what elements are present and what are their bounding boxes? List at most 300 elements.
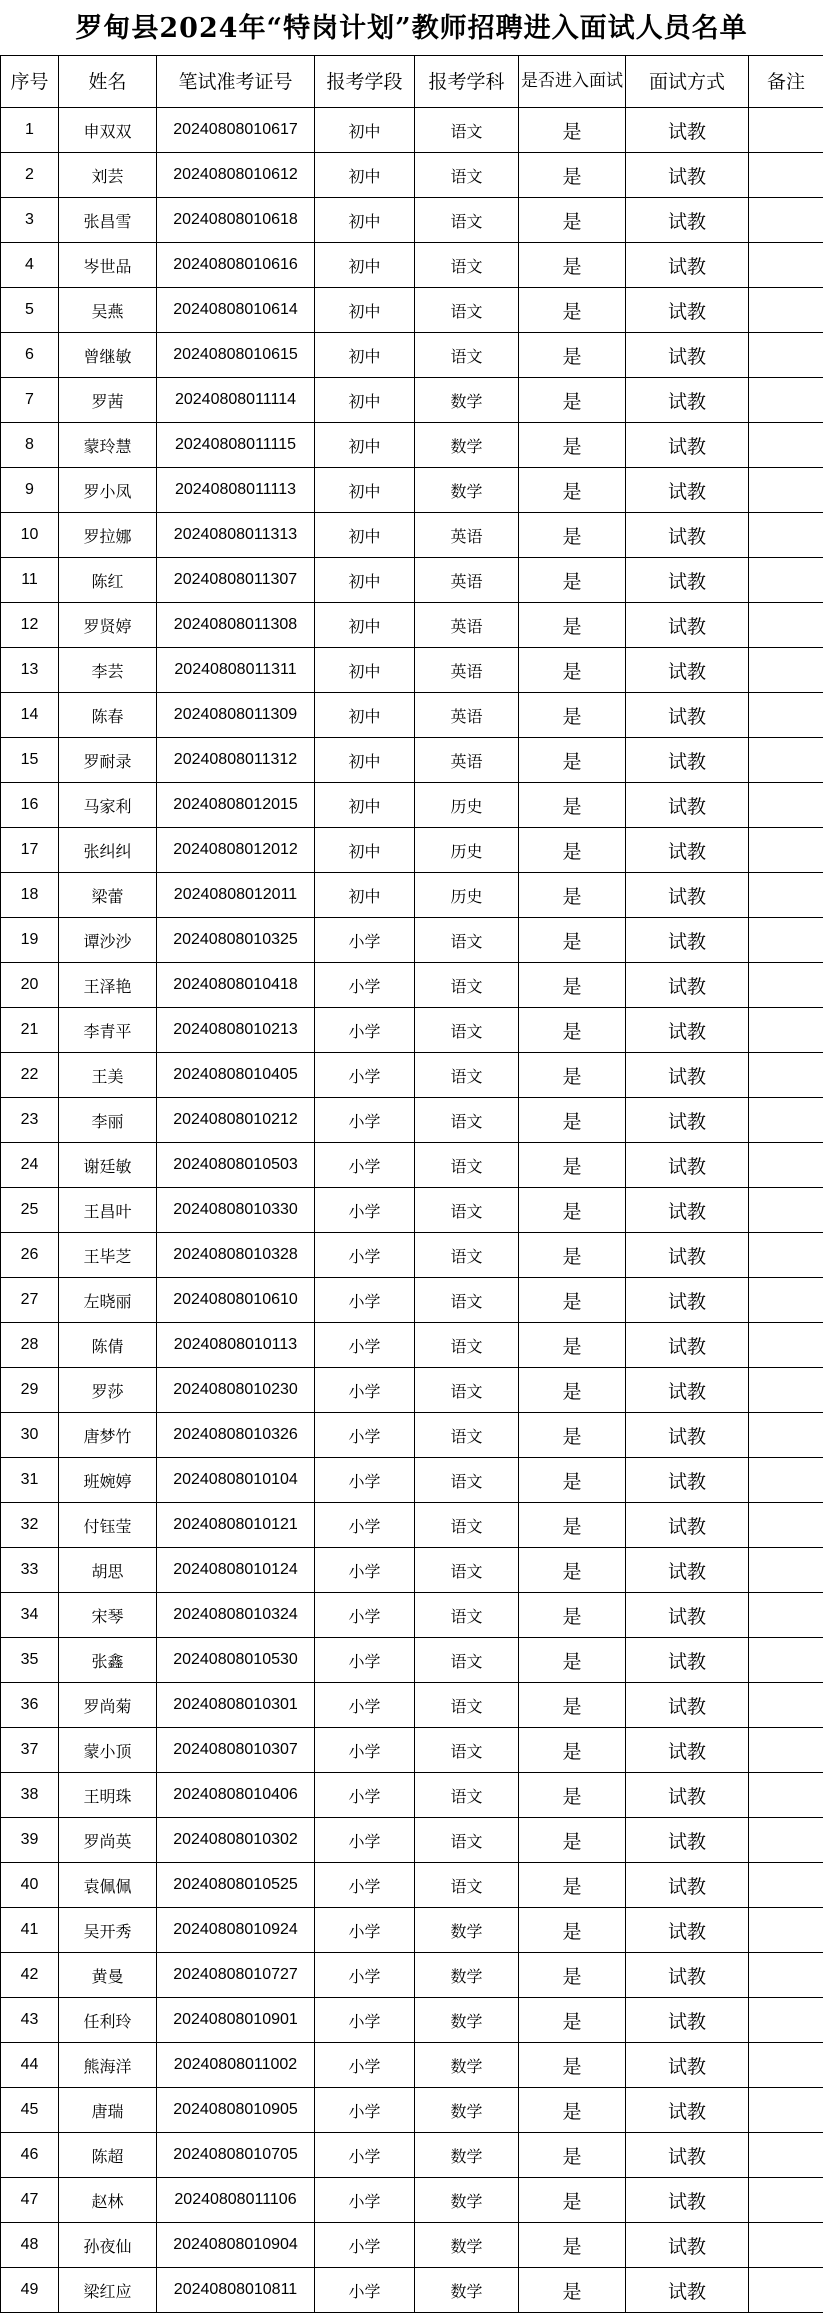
- cell-exam-id: 20240808011113: [157, 468, 315, 513]
- cell-method: 试教: [626, 1548, 749, 1593]
- cell-method: 试教: [626, 1593, 749, 1638]
- cell-method: 试教: [626, 1458, 749, 1503]
- table-row: [1, 1863, 823, 1908]
- table-row: [1, 243, 823, 288]
- cell-exam-id: 20240808010302: [157, 1818, 315, 1863]
- cell-exam-id: 20240808011308: [157, 603, 315, 648]
- cell-seq: 43: [1, 1998, 59, 2043]
- cell-exam-id: 20240808010307: [157, 1728, 315, 1773]
- cell-passed: 是: [519, 783, 626, 828]
- table-row: [1, 1188, 823, 1233]
- cell-stage: 初中: [315, 333, 415, 378]
- table-row: [1, 2088, 823, 2133]
- table-row: [1, 1503, 823, 1548]
- cell-seq: 49: [1, 2268, 59, 2313]
- cell-stage: 小学: [315, 1953, 415, 1998]
- cell-name: 李丽: [59, 1098, 157, 1143]
- cell-seq: 25: [1, 1188, 59, 1233]
- table-row: [1, 1728, 823, 1773]
- cell-remarks: [749, 1818, 823, 1863]
- cell-seq: 11: [1, 558, 59, 603]
- cell-remarks: [749, 1323, 823, 1368]
- cell-seq: 46: [1, 2133, 59, 2178]
- cell-passed: 是: [519, 1458, 626, 1503]
- cell-seq: 20: [1, 963, 59, 1008]
- cell-exam-id: 20240808010124: [157, 1548, 315, 1593]
- cell-subject: 语文: [415, 918, 519, 963]
- cell-exam-id: 20240808010503: [157, 1143, 315, 1188]
- cell-seq: 33: [1, 1548, 59, 1593]
- cell-method: 试教: [626, 198, 749, 243]
- cell-subject: 语文: [415, 333, 519, 378]
- cell-subject: 数学: [415, 423, 519, 468]
- cell-method: 试教: [626, 423, 749, 468]
- cell-subject: 语文: [415, 198, 519, 243]
- cell-remarks: [749, 1008, 823, 1053]
- cell-name: 孙夜仙: [59, 2223, 157, 2268]
- cell-method: 试教: [626, 693, 749, 738]
- cell-passed: 是: [519, 423, 626, 468]
- table-row: [1, 1413, 823, 1458]
- cell-exam-id: 20240808011313: [157, 513, 315, 558]
- cell-subject: 英语: [415, 558, 519, 603]
- table-row: [1, 513, 823, 558]
- table-row: [1, 558, 823, 603]
- cell-name: 陈倩: [59, 1323, 157, 1368]
- table-row: [1, 873, 823, 918]
- cell-method: 试教: [626, 1278, 749, 1323]
- cell-method: 试教: [626, 1998, 749, 2043]
- cell-exam-id: 20240808010811: [157, 2268, 315, 2313]
- cell-passed: 是: [519, 153, 626, 198]
- cell-remarks: [749, 1638, 823, 1683]
- table-row: [1, 1143, 823, 1188]
- cell-name: 任利玲: [59, 1998, 157, 2043]
- cell-exam-id: 20240808010525: [157, 1863, 315, 1908]
- cell-name: 罗茜: [59, 378, 157, 423]
- cell-method: 试教: [626, 108, 749, 153]
- cell-seq: 17: [1, 828, 59, 873]
- table-row: [1, 288, 823, 333]
- cell-exam-id: 20240808010330: [157, 1188, 315, 1233]
- cell-subject: 数学: [415, 1908, 519, 1953]
- cell-passed: 是: [519, 333, 626, 378]
- cell-subject: 语文: [415, 1548, 519, 1593]
- cell-method: 试教: [626, 873, 749, 918]
- cell-passed: 是: [519, 2088, 626, 2133]
- cell-remarks: [749, 1593, 823, 1638]
- cell-method: 试教: [626, 1638, 749, 1683]
- cell-method: 试教: [626, 1503, 749, 1548]
- cell-subject: 语文: [415, 153, 519, 198]
- cell-method: 试教: [626, 153, 749, 198]
- cell-subject: 语文: [415, 1233, 519, 1278]
- cell-exam-id: 20240808012011: [157, 873, 315, 918]
- table-row: [1, 693, 823, 738]
- header-subject: 报考学科: [415, 56, 519, 108]
- cell-stage: 小学: [315, 1998, 415, 2043]
- cell-stage: 小学: [315, 1593, 415, 1638]
- cell-passed: 是: [519, 108, 626, 153]
- table-row: [1, 1098, 823, 1143]
- cell-subject: 语文: [415, 243, 519, 288]
- cell-subject: 数学: [415, 2223, 519, 2268]
- cell-subject: 语文: [415, 1818, 519, 1863]
- cell-name: 王昌叶: [59, 1188, 157, 1233]
- cell-subject: 英语: [415, 603, 519, 648]
- cell-exam-id: 20240808011311: [157, 648, 315, 693]
- cell-seq: 39: [1, 1818, 59, 1863]
- cell-exam-id: 20240808010405: [157, 1053, 315, 1098]
- cell-passed: 是: [519, 558, 626, 603]
- cell-subject: 语文: [415, 1773, 519, 1818]
- cell-name: 熊海洋: [59, 2043, 157, 2088]
- cell-method: 试教: [626, 2178, 749, 2223]
- table-header-row: [1, 56, 823, 108]
- cell-subject: 语文: [415, 288, 519, 333]
- cell-name: 陈春: [59, 693, 157, 738]
- cell-passed: 是: [519, 1053, 626, 1098]
- cell-exam-id: 20240808010614: [157, 288, 315, 333]
- cell-seq: 18: [1, 873, 59, 918]
- cell-name: 王泽艳: [59, 963, 157, 1008]
- cell-remarks: [749, 333, 823, 378]
- cell-passed: 是: [519, 1728, 626, 1773]
- cell-seq: 36: [1, 1683, 59, 1728]
- table-row: [1, 1548, 823, 1593]
- cell-method: 试教: [626, 333, 749, 378]
- cell-exam-id: 20240808010615: [157, 333, 315, 378]
- cell-stage: 小学: [315, 1638, 415, 1683]
- cell-stage: 小学: [315, 2268, 415, 2313]
- cell-subject: 历史: [415, 783, 519, 828]
- cell-remarks: [749, 243, 823, 288]
- cell-exam-id: 20240808010618: [157, 198, 315, 243]
- cell-stage: 初中: [315, 558, 415, 603]
- table-row: [1, 963, 823, 1008]
- cell-passed: 是: [519, 828, 626, 873]
- cell-stage: 初中: [315, 243, 415, 288]
- cell-remarks: [749, 918, 823, 963]
- cell-remarks: [749, 1143, 823, 1188]
- cell-name: 梁蕾: [59, 873, 157, 918]
- cell-name: 刘芸: [59, 153, 157, 198]
- cell-seq: 26: [1, 1233, 59, 1278]
- cell-subject: 数学: [415, 2133, 519, 2178]
- cell-subject: 语文: [415, 1593, 519, 1638]
- cell-stage: 初中: [315, 108, 415, 153]
- table-row: [1, 603, 823, 648]
- cell-method: 试教: [626, 2223, 749, 2268]
- cell-exam-id: 20240808011114: [157, 378, 315, 423]
- cell-name: 蒙小顶: [59, 1728, 157, 1773]
- cell-passed: 是: [519, 1143, 626, 1188]
- cell-stage: 小学: [315, 918, 415, 963]
- cell-remarks: [749, 468, 823, 513]
- cell-remarks: [749, 2133, 823, 2178]
- cell-remarks: [749, 828, 823, 873]
- cell-name: 罗尚菊: [59, 1683, 157, 1728]
- cell-remarks: [749, 1233, 823, 1278]
- cell-subject: 数学: [415, 1953, 519, 1998]
- table-row: [1, 108, 823, 153]
- header-method: 面试方式: [626, 56, 749, 108]
- table-row: [1, 2223, 823, 2268]
- cell-exam-id: 20240808010113: [157, 1323, 315, 1368]
- cell-seq: 45: [1, 2088, 59, 2133]
- table-row: [1, 1053, 823, 1098]
- cell-name: 李青平: [59, 1008, 157, 1053]
- cell-seq: 44: [1, 2043, 59, 2088]
- cell-seq: 38: [1, 1773, 59, 1818]
- cell-passed: 是: [519, 243, 626, 288]
- cell-method: 试教: [626, 2268, 749, 2313]
- cell-name: 袁佩佩: [59, 1863, 157, 1908]
- cell-stage: 小学: [315, 1548, 415, 1593]
- table-row: [1, 198, 823, 243]
- cell-stage: 初中: [315, 603, 415, 648]
- table-row: [1, 648, 823, 693]
- cell-passed: 是: [519, 693, 626, 738]
- cell-seq: 23: [1, 1098, 59, 1143]
- table-row: [1, 1818, 823, 1863]
- cell-method: 试教: [626, 1683, 749, 1728]
- cell-stage: 小学: [315, 1008, 415, 1053]
- cell-name: 左晓丽: [59, 1278, 157, 1323]
- cell-passed: 是: [519, 2268, 626, 2313]
- table-row: [1, 1008, 823, 1053]
- cell-method: 试教: [626, 1053, 749, 1098]
- cell-remarks: [749, 1908, 823, 1953]
- cell-method: 试教: [626, 2043, 749, 2088]
- cell-exam-id: 20240808012012: [157, 828, 315, 873]
- cell-passed: 是: [519, 1773, 626, 1818]
- cell-stage: 初中: [315, 648, 415, 693]
- cell-seq: 34: [1, 1593, 59, 1638]
- cell-subject: 数学: [415, 2088, 519, 2133]
- cell-exam-id: 20240808010213: [157, 1008, 315, 1053]
- cell-exam-id: 20240808010727: [157, 1953, 315, 1998]
- cell-passed: 是: [519, 918, 626, 963]
- cell-remarks: [749, 378, 823, 423]
- cell-stage: 初中: [315, 153, 415, 198]
- cell-exam-id: 20240808010530: [157, 1638, 315, 1683]
- cell-method: 试教: [626, 1953, 749, 1998]
- header-stage: 报考学段: [315, 56, 415, 108]
- table-row: [1, 468, 823, 513]
- cell-passed: 是: [519, 513, 626, 558]
- cell-name: 赵林: [59, 2178, 157, 2223]
- cell-remarks: [749, 1413, 823, 1458]
- cell-name: 岑世品: [59, 243, 157, 288]
- cell-seq: 8: [1, 423, 59, 468]
- cell-seq: 10: [1, 513, 59, 558]
- cell-subject: 语文: [415, 108, 519, 153]
- cell-passed: 是: [519, 2223, 626, 2268]
- cell-method: 试教: [626, 1188, 749, 1233]
- cell-remarks: [749, 1953, 823, 1998]
- cell-seq: 32: [1, 1503, 59, 1548]
- cell-stage: 初中: [315, 738, 415, 783]
- cell-stage: 小学: [315, 1503, 415, 1548]
- table-row: [1, 2268, 823, 2313]
- cell-remarks: [749, 108, 823, 153]
- cell-stage: 小学: [315, 1368, 415, 1413]
- cell-passed: 是: [519, 1593, 626, 1638]
- cell-name: 唐瑞: [59, 2088, 157, 2133]
- cell-passed: 是: [519, 1188, 626, 1233]
- cell-exam-id: 20240808010418: [157, 963, 315, 1008]
- cell-remarks: [749, 2223, 823, 2268]
- cell-stage: 小学: [315, 1053, 415, 1098]
- cell-passed: 是: [519, 1998, 626, 2043]
- cell-passed: 是: [519, 288, 626, 333]
- cell-passed: 是: [519, 873, 626, 918]
- cell-stage: 小学: [315, 1728, 415, 1773]
- cell-remarks: [749, 2043, 823, 2088]
- cell-passed: 是: [519, 378, 626, 423]
- cell-seq: 12: [1, 603, 59, 648]
- cell-name: 张鑫: [59, 1638, 157, 1683]
- cell-method: 试教: [626, 1368, 749, 1413]
- cell-exam-id: 20240808011106: [157, 2178, 315, 2223]
- cell-seq: 48: [1, 2223, 59, 2268]
- cell-remarks: [749, 603, 823, 648]
- cell-method: 试教: [626, 243, 749, 288]
- cell-name: 谢廷敏: [59, 1143, 157, 1188]
- cell-seq: 5: [1, 288, 59, 333]
- cell-stage: 初中: [315, 378, 415, 423]
- cell-exam-id: 20240808010325: [157, 918, 315, 963]
- cell-subject: 英语: [415, 693, 519, 738]
- cell-exam-id: 20240808010230: [157, 1368, 315, 1413]
- cell-exam-id: 20240808010121: [157, 1503, 315, 1548]
- table-row: [1, 1368, 823, 1413]
- cell-subject: 历史: [415, 828, 519, 873]
- cell-seq: 7: [1, 378, 59, 423]
- cell-stage: 小学: [315, 2223, 415, 2268]
- cell-stage: 小学: [315, 1278, 415, 1323]
- cell-stage: 小学: [315, 1413, 415, 1458]
- table-body: [1, 108, 823, 2313]
- cell-remarks: [749, 198, 823, 243]
- cell-passed: 是: [519, 1683, 626, 1728]
- cell-exam-id: 20240808011307: [157, 558, 315, 603]
- cell-passed: 是: [519, 2133, 626, 2178]
- cell-name: 宋琴: [59, 1593, 157, 1638]
- cell-name: 王明珠: [59, 1773, 157, 1818]
- cell-passed: 是: [519, 1953, 626, 1998]
- cell-method: 试教: [626, 558, 749, 603]
- cell-seq: 6: [1, 333, 59, 378]
- cell-remarks: [749, 153, 823, 198]
- cell-remarks: [749, 558, 823, 603]
- cell-seq: 42: [1, 1953, 59, 1998]
- cell-seq: 40: [1, 1863, 59, 1908]
- table-row: [1, 2178, 823, 2223]
- cell-stage: 小学: [315, 1818, 415, 1863]
- cell-subject: 语文: [415, 963, 519, 1008]
- cell-exam-id: 20240808010901: [157, 1998, 315, 2043]
- cell-remarks: [749, 1773, 823, 1818]
- cell-stage: 小学: [315, 1908, 415, 1953]
- cell-passed: 是: [519, 1098, 626, 1143]
- table-row: [1, 1908, 823, 1953]
- cell-stage: 小学: [315, 1098, 415, 1143]
- cell-stage: 小学: [315, 1323, 415, 1368]
- cell-exam-id: 20240808011312: [157, 738, 315, 783]
- cell-remarks: [749, 1863, 823, 1908]
- cell-subject: 数学: [415, 2043, 519, 2088]
- cell-stage: 初中: [315, 828, 415, 873]
- cell-name: 罗莎: [59, 1368, 157, 1413]
- cell-method: 试教: [626, 783, 749, 828]
- header-passed: 是否进入面试: [519, 56, 626, 108]
- cell-exam-id: 20240808011002: [157, 2043, 315, 2088]
- cell-remarks: [749, 1458, 823, 1503]
- cell-remarks: [749, 2268, 823, 2313]
- header-remarks: 备注: [749, 56, 823, 108]
- cell-method: 试教: [626, 1773, 749, 1818]
- cell-exam-id: 20240808010705: [157, 2133, 315, 2178]
- cell-remarks: [749, 513, 823, 558]
- cell-name: 马家利: [59, 783, 157, 828]
- cell-stage: 小学: [315, 1233, 415, 1278]
- cell-stage: 小学: [315, 1683, 415, 1728]
- table-row: [1, 783, 823, 828]
- cell-name: 罗小凤: [59, 468, 157, 513]
- cell-name: 王美: [59, 1053, 157, 1098]
- cell-exam-id: 20240808010104: [157, 1458, 315, 1503]
- cell-stage: 小学: [315, 2178, 415, 2223]
- cell-subject: 语文: [415, 1278, 519, 1323]
- cell-subject: 语文: [415, 1503, 519, 1548]
- cell-passed: 是: [519, 1638, 626, 1683]
- table-row: [1, 378, 823, 423]
- cell-stage: 小学: [315, 1143, 415, 1188]
- table-row: [1, 1953, 823, 1998]
- cell-remarks: [749, 1368, 823, 1413]
- cell-remarks: [749, 2178, 823, 2223]
- cell-name: 罗尚英: [59, 1818, 157, 1863]
- cell-method: 试教: [626, 1008, 749, 1053]
- table-row: [1, 1458, 823, 1503]
- cell-name: 张昌雪: [59, 198, 157, 243]
- cell-name: 申双双: [59, 108, 157, 153]
- cell-method: 试教: [626, 1323, 749, 1368]
- cell-exam-id: 20240808010324: [157, 1593, 315, 1638]
- cell-subject: 语文: [415, 1098, 519, 1143]
- cell-name: 谭沙沙: [59, 918, 157, 963]
- cell-exam-id: 20240808010610: [157, 1278, 315, 1323]
- cell-seq: 14: [1, 693, 59, 738]
- cell-method: 试教: [626, 603, 749, 648]
- cell-method: 试教: [626, 288, 749, 333]
- cell-seq: 3: [1, 198, 59, 243]
- cell-passed: 是: [519, 963, 626, 1008]
- cell-passed: 是: [519, 1818, 626, 1863]
- cell-stage: 初中: [315, 693, 415, 738]
- cell-passed: 是: [519, 1548, 626, 1593]
- cell-subject: 语文: [415, 1008, 519, 1053]
- cell-name: 付钰莹: [59, 1503, 157, 1548]
- candidate-table: [0, 55, 823, 2313]
- cell-remarks: [749, 1278, 823, 1323]
- cell-remarks: [749, 873, 823, 918]
- cell-name: 李芸: [59, 648, 157, 693]
- cell-subject: 数学: [415, 2178, 519, 2223]
- table-row: [1, 1638, 823, 1683]
